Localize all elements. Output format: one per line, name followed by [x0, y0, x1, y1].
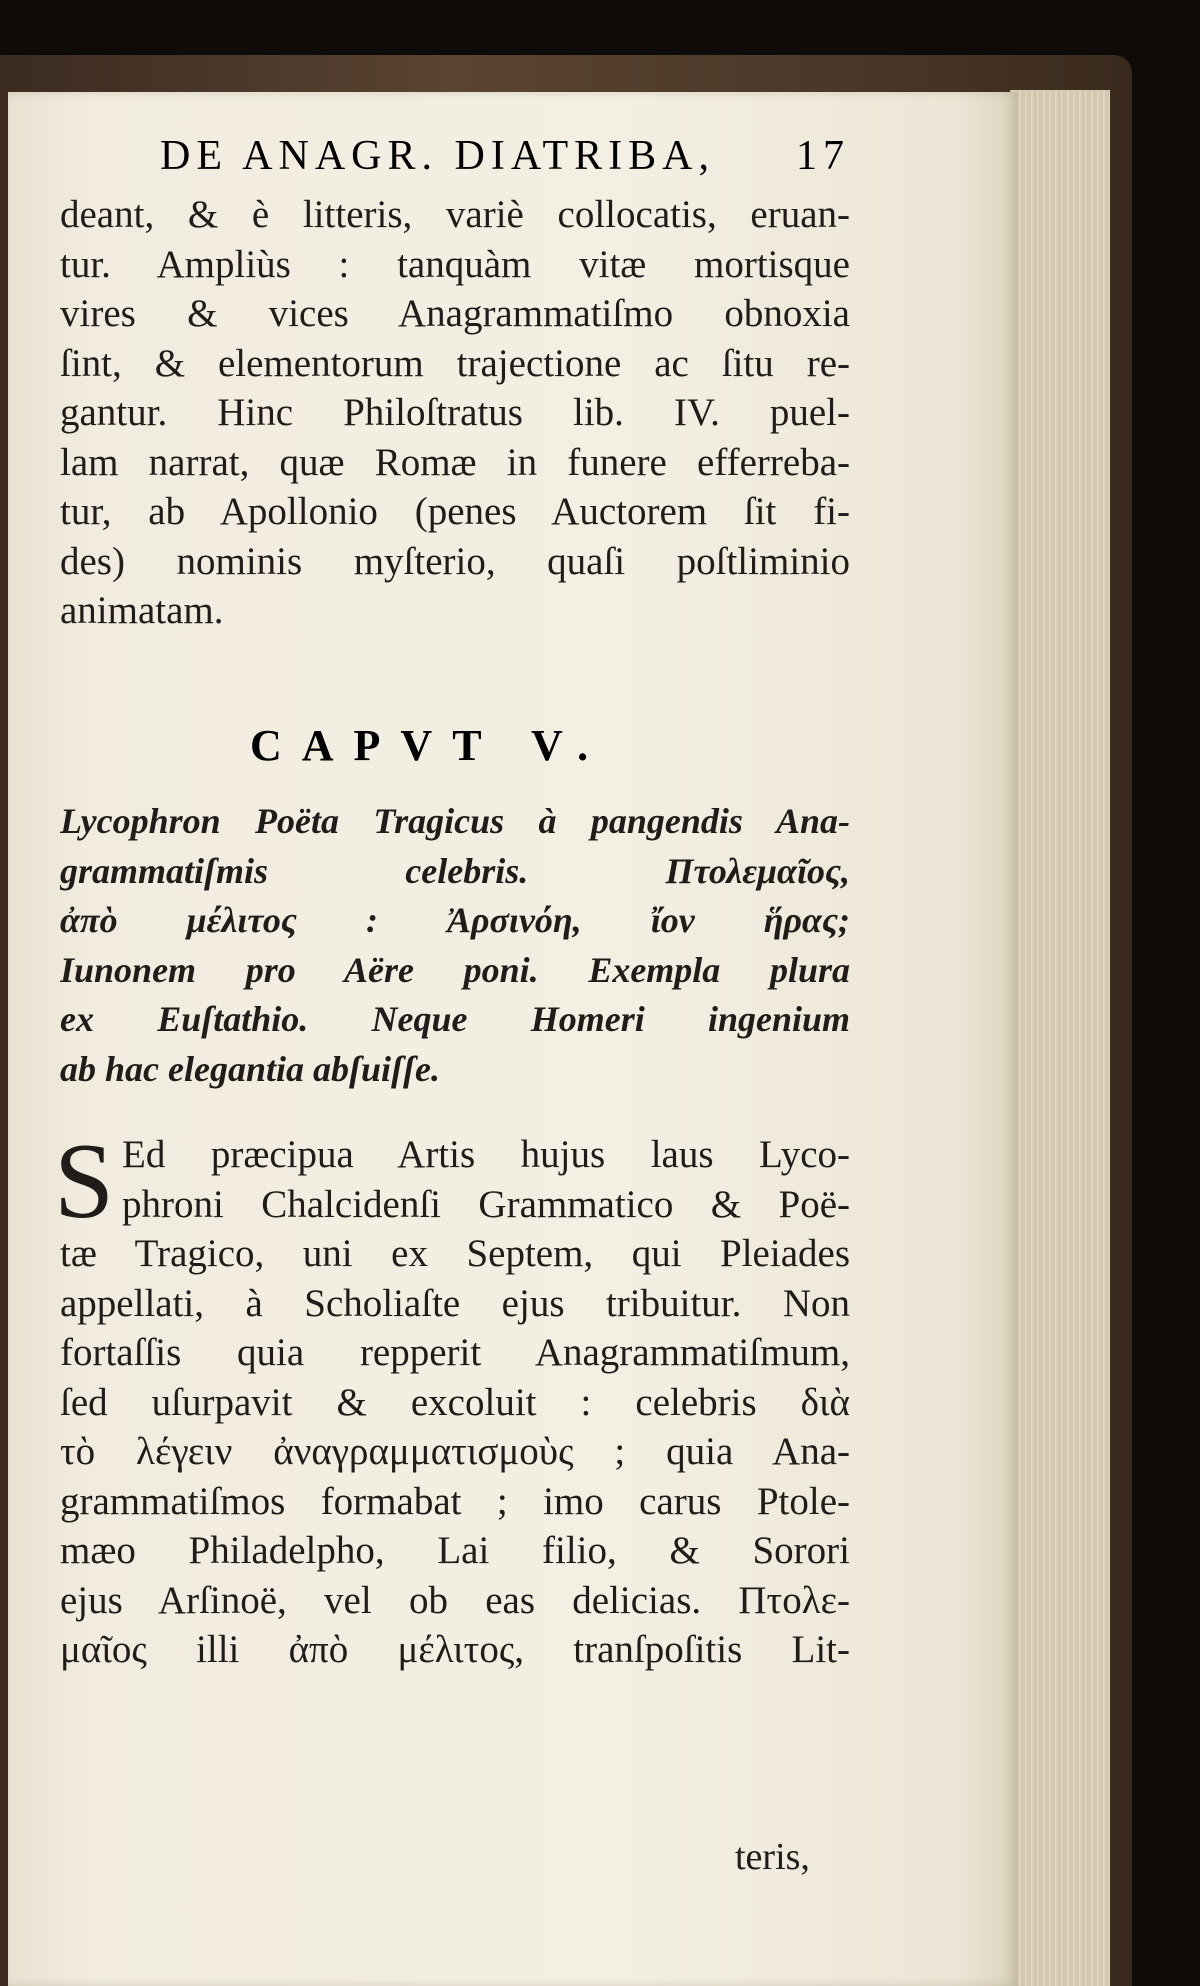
- chapter-summary: [60, 797, 850, 1094]
- text-line: τὸ λέγειν ἀναγραμματισμοὺς ; quia Ana-: [60, 1430, 850, 1473]
- summary-line: grammatiſmis celebris. Πτολεμαῖος,: [60, 850, 850, 891]
- text-line: deant, & è litteris, variè collocatis, eruan-: [60, 193, 850, 236]
- text-line: lam narrat, quæ Romæ in funere efferreba-: [60, 440, 850, 484]
- drop-cap: S: [54, 1122, 115, 1241]
- text-line: tur, ab Apollonio (penes Auctorem ſit fi-: [60, 490, 850, 533]
- text-line: ſint, & elementorum trajectione ac ſitu re-: [60, 341, 850, 385]
- summary-line: Iunonem pro Aëre poni. Exempla plura: [60, 949, 850, 990]
- page-edges: [1010, 90, 1110, 1986]
- text-line: appellati, à Scholiaſte ejus tribuitur. Non: [60, 1281, 850, 1325]
- text-line: ejus Arſinoë, vel ob eas delicias. Πτολε-: [60, 1578, 850, 1622]
- text-line: tæ Tragico, uni ex Septem, qui Pleiades: [60, 1232, 850, 1275]
- summary-line: ex Euſtathio. Neque Homeri ingenium: [60, 999, 850, 1039]
- running-head-title: DE ANAGR. DIATRIBA,: [160, 133, 715, 179]
- text-line: phroni Chalcidenſi Grammatico & Poë-: [122, 1182, 850, 1226]
- text-line: grammatiſmos formabat ; imo carus Ptole-: [60, 1479, 850, 1523]
- catchword: teris,: [735, 1836, 810, 1878]
- summary-line: ἀπὸ μέλιτος : Ἀρσινόη, ἴον ἥρας;: [60, 900, 850, 940]
- text-line: Ed præcipua Artis hujus laus Lyco-: [122, 1133, 850, 1176]
- text-line: vires & vices Anagrammatiſmo obnoxia: [60, 292, 850, 335]
- page-number: 17: [796, 133, 850, 179]
- summary-line: ab hac elegantia abſuiſſe.: [60, 1048, 440, 1089]
- text-line: mæo Philadelpho, Lai filio, & Sorori: [60, 1529, 850, 1572]
- text-line: fortaſſis quia repperit Anagrammatiſmum,: [60, 1331, 850, 1374]
- chapter-heading: CAPVT V.: [250, 721, 609, 770]
- text-line: animatam.: [60, 589, 224, 632]
- text-line: tur. Ampliùs : tanquàm vitæ mortisque: [60, 242, 850, 286]
- summary-line: Lycophron Poëta Tragicus à pangendis Ana-: [60, 801, 850, 841]
- text-line: des) nominis myſterio, quaſi poſtliminio: [60, 539, 850, 583]
- paragraph-1: [60, 190, 850, 636]
- text-line: μαῖος illi ἀπὸ μέλιτος, tranſpoſitis Lit-: [60, 1628, 850, 1671]
- running-head: [160, 132, 850, 186]
- text-line: gantur. Hinc Philoſtratus lib. IV. puel-: [60, 391, 850, 434]
- paragraph-2: [60, 1130, 850, 1675]
- text-line: ſed uſurpavit & excoluit : celebris διὰ: [60, 1380, 850, 1424]
